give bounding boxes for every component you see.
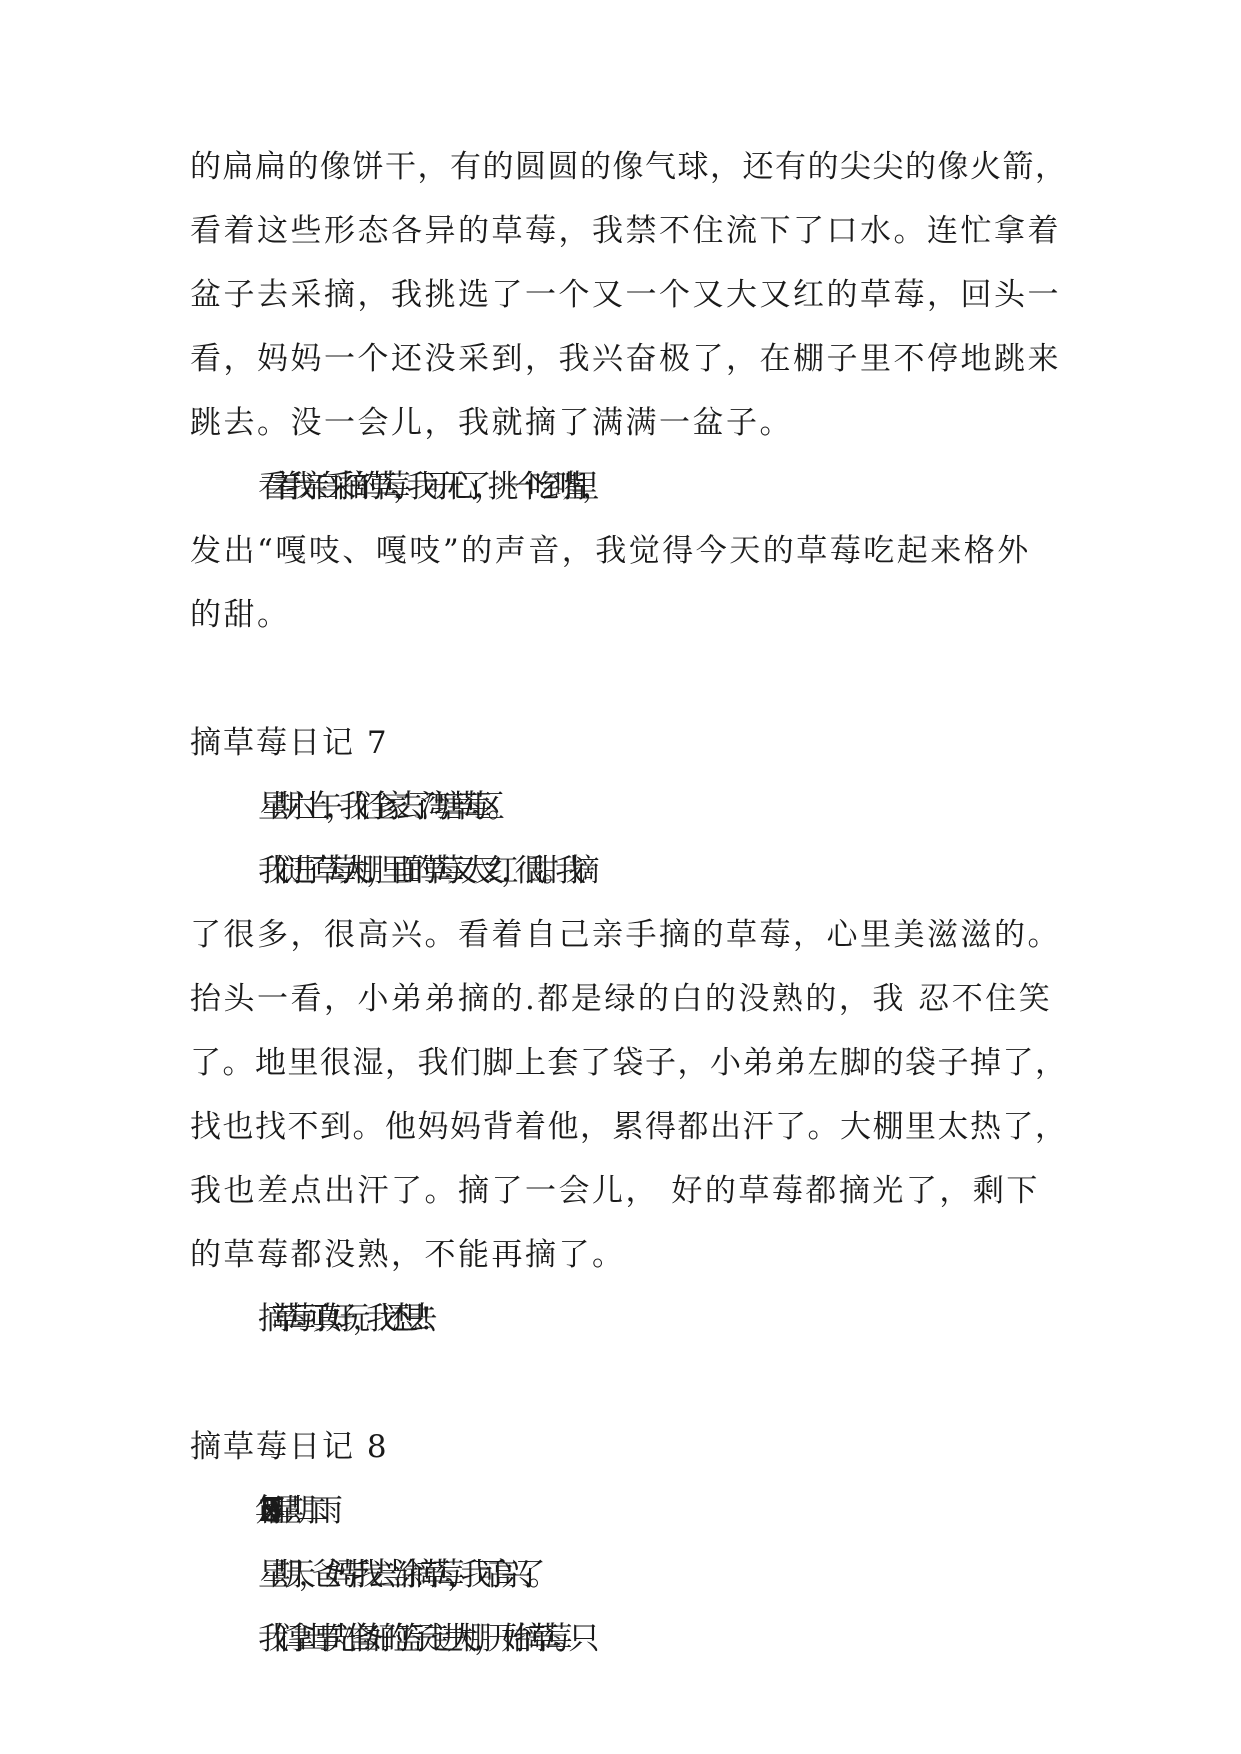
paragraph-line: 看着这些形态各异的草莓，我禁不住流下了口水。连忙拿着 bbox=[190, 213, 1061, 249]
paragraph-line: 了很多，很高兴。看着自己亲手摘的草莓，心里美滋滋的。 bbox=[190, 917, 1061, 953]
paragraph-line: 了。地里很湿，我们脚上套了袋子，小弟弟左脚的袋子掉了， bbox=[190, 1045, 1068, 1081]
paragraph-first-line: 看着我亲自采摘的草莓，我可开心了，挑一个吃到嘴里， bbox=[258, 469, 596, 505]
paragraph-line: 盆子去采摘，我挑选了一个又一个又大又红的草莓，回头一 bbox=[190, 277, 1061, 313]
paragraph-line: 找也找不到。他妈妈背着他，累得都出汗了。大棚里太热了， bbox=[190, 1109, 1068, 1145]
paragraph-line: 跳去。没一会儿，我就摘了满满一盆子。 bbox=[190, 405, 793, 441]
paragraph-first-line: 星期天，爸妈带我去当涂摘草莓，我可高兴了。 bbox=[258, 1557, 542, 1593]
paragraph-first-line: 我们进了草莓大棚，里面的草莓又大又红，很甜。我摘 bbox=[258, 853, 582, 889]
section-heading: 摘草莓日记 8 bbox=[190, 1429, 389, 1465]
paragraph-line: 抬头一看，小弟弟摘的.都是绿的白的没熟的，我 忍不住笑 bbox=[190, 981, 1053, 1017]
paragraph-line: 的草莓都没熟，不能再摘了。 bbox=[190, 1237, 626, 1273]
date-line: 20xx 年 3 月 25 日星期二雨 bbox=[258, 1493, 326, 1529]
section-heading: 摘草莓日记 7 bbox=[190, 725, 389, 761]
paragraph-first-line: 星期六上午，我们全家去了湾塘草莓区。 bbox=[258, 789, 501, 825]
paragraph-first-line: 摘草莓可真好玩，我还想去! bbox=[258, 1301, 415, 1337]
paragraph-line: 的甜。 bbox=[190, 597, 291, 633]
paragraph-first-line: 我们拿出事先准备好的篮子走进大棚，开始摘草莓。只 bbox=[258, 1621, 582, 1657]
paragraph-line: 发出“嘎吱、嘎吱”的声音，我觉得今天的草莓吃起来格外 bbox=[190, 533, 1031, 569]
paragraph-line: 的扁扁的像饼干，有的圆圆的像气球，还有的尖尖的像火箭， bbox=[190, 149, 1068, 185]
paragraph-line: 看，妈妈一个还没采到，我兴奋极了，在棚子里不停地跳来 bbox=[190, 341, 1061, 377]
paragraph-line: 我也差点出汗了。摘了一会儿， 好的草莓都摘光了，剩下 bbox=[190, 1173, 1040, 1209]
